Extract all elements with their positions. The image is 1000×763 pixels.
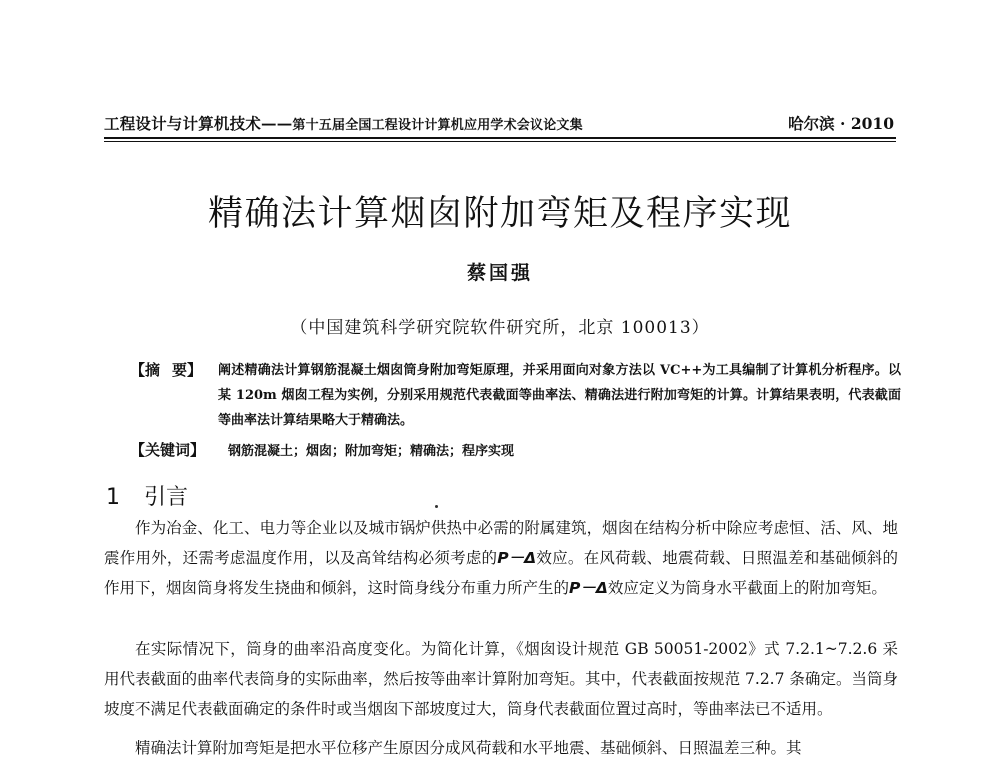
keywords-text: 钢筋混凝土；烟囱；附加弯矩；精确法；程序实现 — [228, 444, 515, 459]
conference-name: 第十五届全国工程设计计算机应用学术会议论文集 — [292, 118, 583, 133]
p1-part-c: 效应定义为筒身水平截面上的附加弯矩。 — [607, 579, 887, 597]
section-heading — [106, 480, 188, 511]
p-delta-symbol-2: P－Δ — [569, 579, 608, 597]
author-name: 蔡国强 — [466, 262, 533, 284]
abstract-text: 阐述精确法计算钢筋混凝土烟囱筒身附加弯矩原理，并采用面向对象方法以 VC++为工具编制了计算机分析程序。以某 120m 烟囱工程为实例，分别采用规范代表截面等曲率法、精确法进行附加弯矩的计算。计算结果表明，代表截面等曲率法计算结果略大于精确法。 — [218, 363, 901, 428]
p1-part-b: 效应。在风荷载、地震荷载、日照温差和基础倾斜的作用下，烟囱筒身将发生挠曲和倾斜，这时筒身线分布重力所产生的 — [104, 549, 898, 597]
paper-title: 精确法计算烟囱附加弯矩及程序实现 — [207, 194, 792, 234]
running-header-location-year: 哈尔滨 · 2010 — [788, 114, 894, 133]
abstract-label — [130, 359, 202, 380]
section-number: 1 — [106, 485, 120, 510]
running-header-journal — [104, 112, 583, 134]
keywords-label: 【关键词】 — [130, 441, 206, 459]
abstract-label-left: 【摘 — [130, 361, 161, 379]
journal-name: 工程设计与计算机技术—— — [104, 114, 293, 133]
header-rule-thin — [104, 141, 896, 142]
body-paragraph-2: 在实际情况下，筒身的曲率沿高度变化。为简化计算，《烟囱设计规范 GB 50051-2002》式 7.2.1~7.2.6 采用代表截面的曲率代表筒身的实际曲率，然后按等曲率计算附加弯矩。其中，代表截面按规范 7.2.7 条确定。当筒身坡度不满足代表截面确定的条件时或当烟囱下部坡度过大，筒身代表截面位置过高时，等曲率法已不适用。 — [104, 640, 898, 718]
scan-dot — [435, 505, 438, 508]
body-paragraph-1 — [104, 513, 898, 603]
section-title: 引言 — [144, 485, 189, 510]
p-delta-symbol-1: P－Δ — [497, 549, 537, 567]
p1-part-a: 作为冶金、化工、电力等企业以及城市锅炉供热中必需的附属建筑，烟囱在结构分析中除应考虑恒、活、风、地震作用外，还需考虑温度作用，以及高耸结构必须考虑的 — [104, 519, 898, 567]
abstract-label-right: 要】 — [172, 361, 203, 379]
body-paragraph-3: 精确法计算附加弯矩是把水平位移产生原因分成风荷载和水平地震、基础倾斜、日照温差三种。其 — [135, 739, 802, 757]
header-rule-thick — [104, 137, 896, 139]
author-affiliation: （中国建筑科学研究院软件研究所，北京 100013） — [290, 318, 710, 338]
